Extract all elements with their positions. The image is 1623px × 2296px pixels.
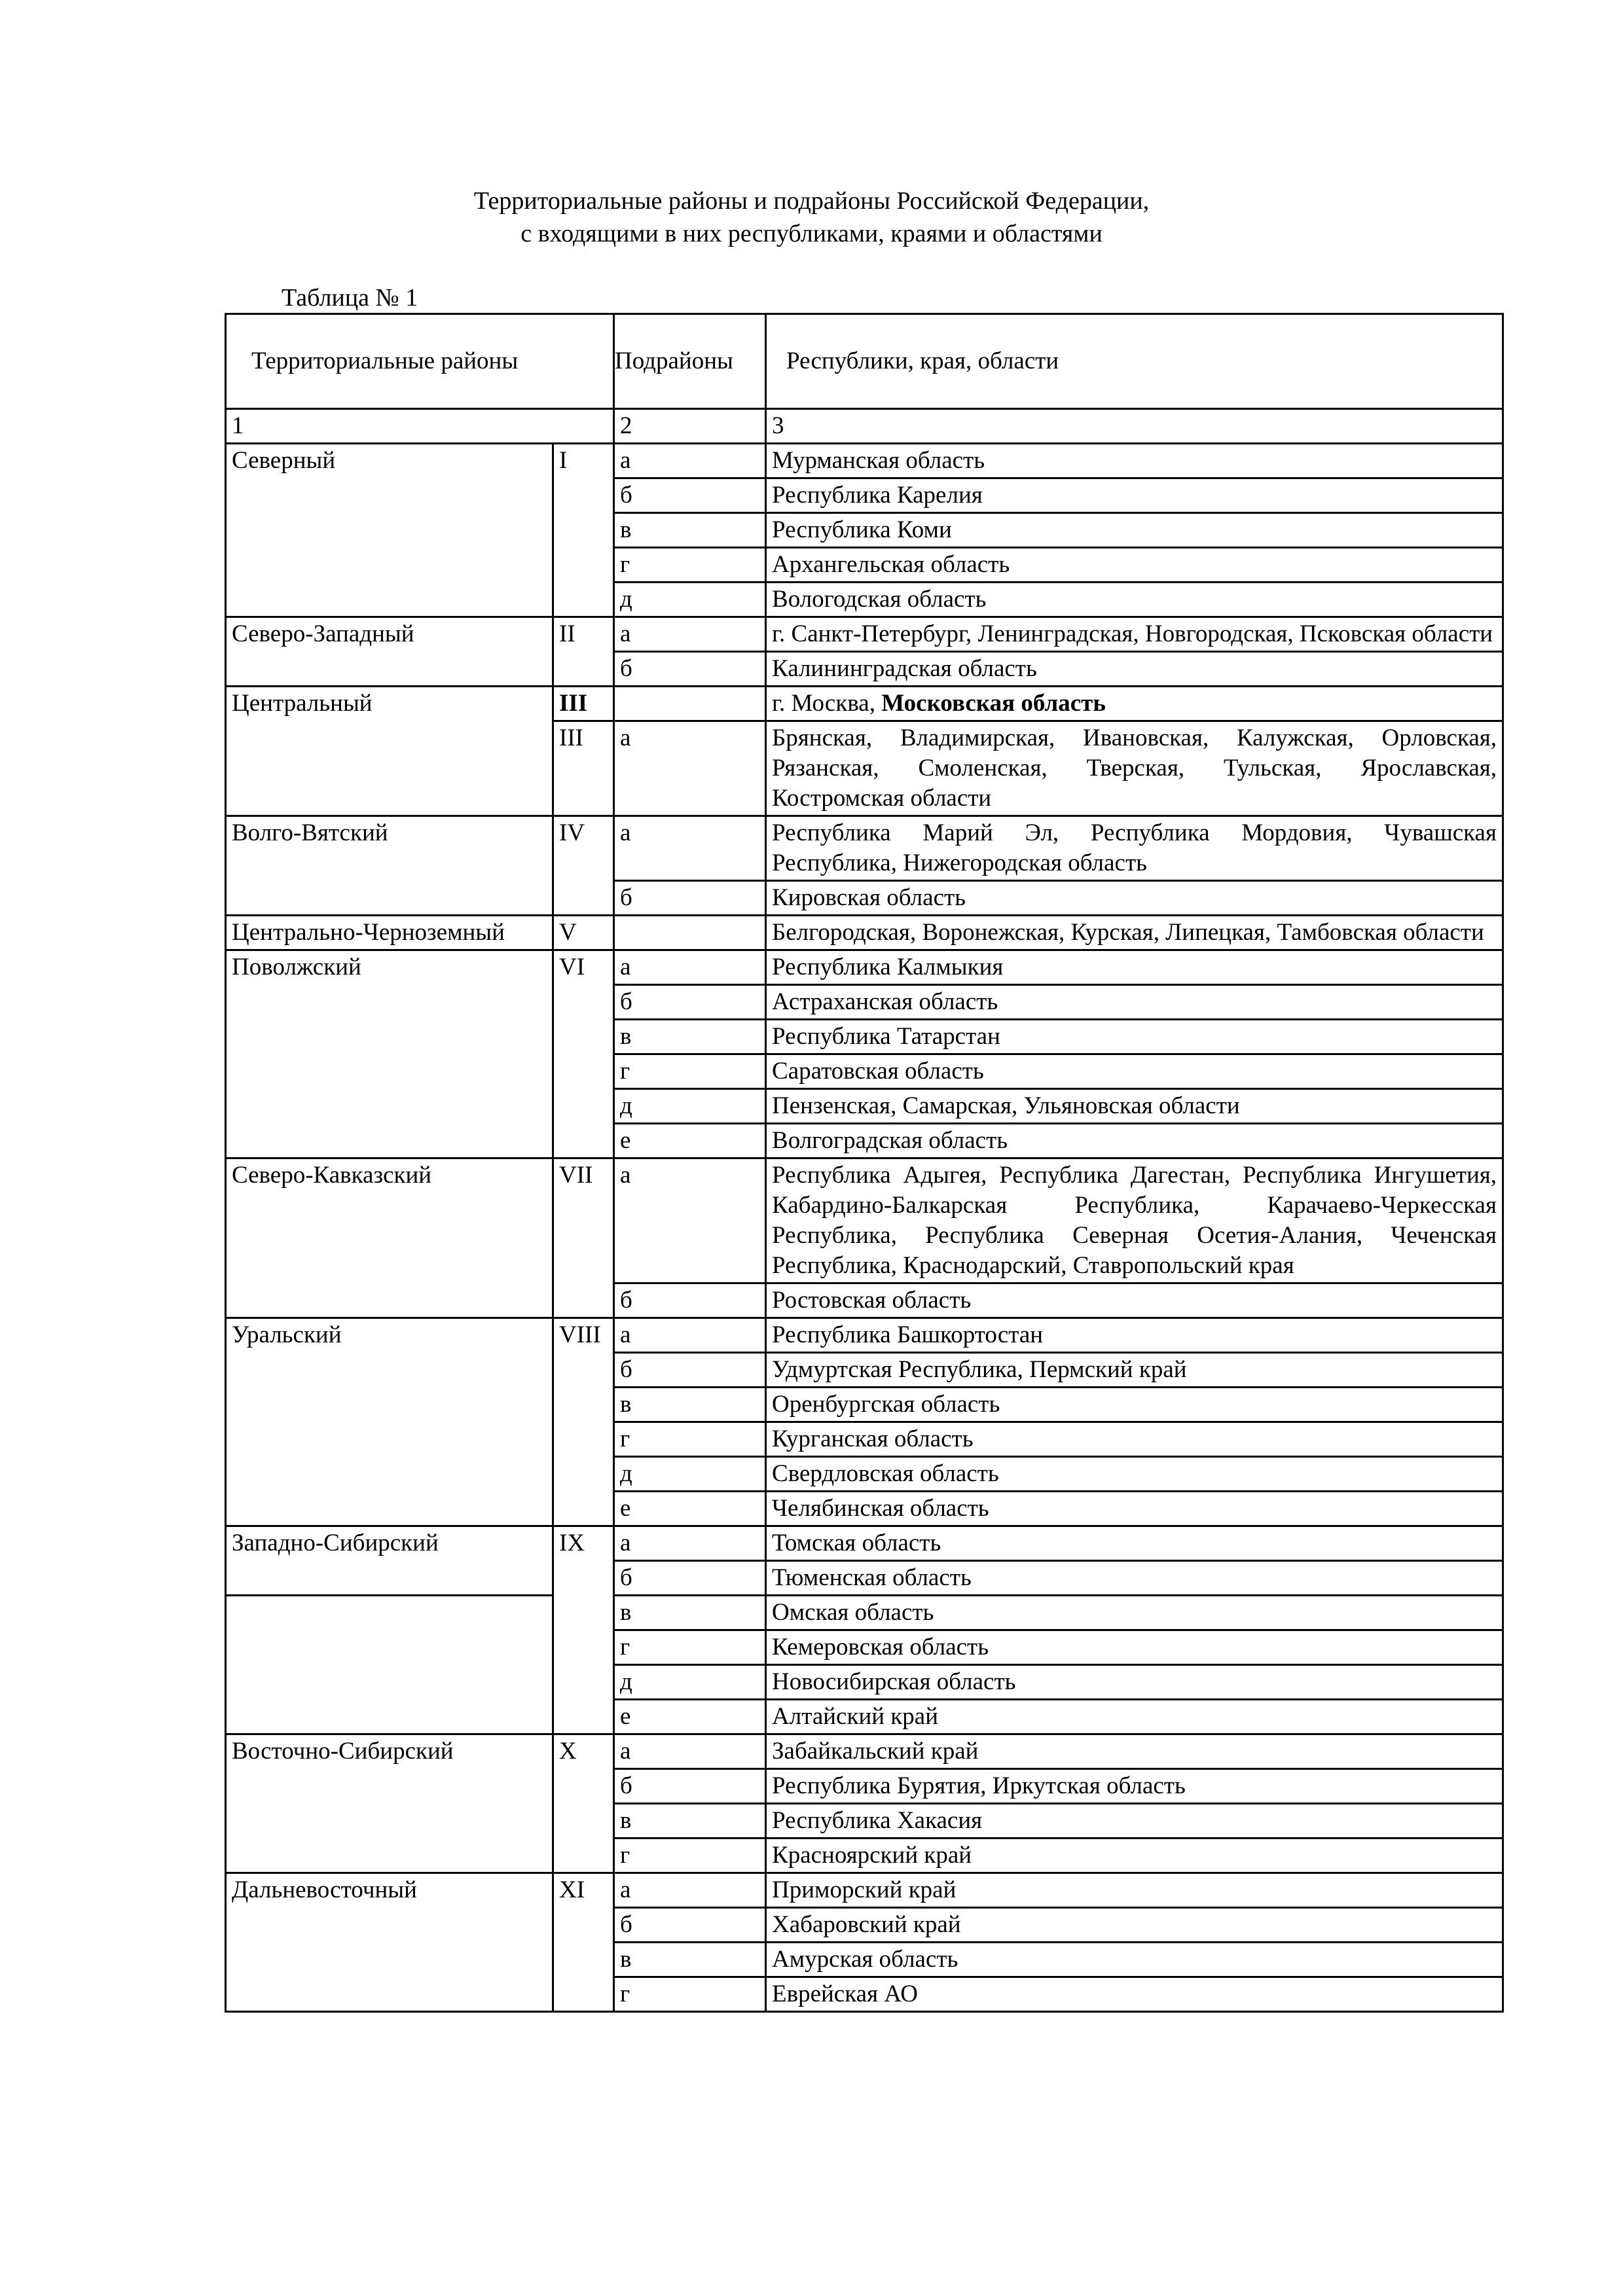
subjects-list: Ростовская область (766, 1283, 1503, 1318)
region-numeral: XI (553, 1873, 614, 2012)
subregion-letter: а (614, 1734, 766, 1769)
region-name: Центральный (226, 687, 553, 816)
table-row (226, 816, 1503, 881)
subregion-letter: а (614, 816, 766, 881)
subregion-letter: д (614, 583, 766, 617)
title-line-1: Территориальные районы и подрайоны Российской Федерации, (473, 187, 1150, 215)
column-number-2: 2 (614, 409, 766, 444)
subregion-letter: г (614, 1630, 766, 1665)
subregion-letter: в (614, 513, 766, 548)
region-numeral: I (553, 444, 614, 617)
subregion-letter: б (614, 1561, 766, 1596)
subregion-letter: б (614, 1769, 766, 1804)
region-numeral: III (553, 687, 614, 721)
subregion-letter: а (614, 1318, 766, 1353)
subregion-letter: б (614, 985, 766, 1020)
header-row (226, 314, 1503, 409)
subjects-list: г. Санкт-Петербург, Ленинградская, Новгородская, Псковская области (766, 617, 1503, 652)
subregion-letter: г (614, 1839, 766, 1873)
subregion-letter: е (614, 1492, 766, 1526)
subjects-list: Хабаровский край (766, 1908, 1503, 1943)
header-territorial-regions: Территориальные районы (226, 314, 614, 409)
column-number-3: 3 (766, 409, 1503, 444)
subregion-letter: в (614, 1943, 766, 1977)
subjects-list: Волгоградская область (766, 1124, 1503, 1158)
subregion-letter: б (614, 478, 766, 513)
region-numeral: VII (553, 1158, 614, 1318)
subjects-list: Кировская область (766, 881, 1503, 916)
table-row (226, 950, 1503, 985)
subregion-letter: б (614, 881, 766, 916)
subregion-letter: б (614, 1283, 766, 1318)
subjects-list: Астраханская область (766, 985, 1503, 1020)
region-numeral: IV (553, 816, 614, 916)
subjects-list: Омская область (766, 1596, 1503, 1630)
subjects-list (766, 687, 1503, 721)
subjects-list: Республика Марий Эл, Республика Мордовия, Чувашская Республика, Нижегородская область (766, 816, 1503, 881)
subjects-list: Курганская область (766, 1422, 1503, 1457)
subjects-list: Республика Татарстан (766, 1020, 1503, 1054)
subregion-letter: а (614, 1873, 766, 1908)
subjects-list: Брянская, Владимирская, Ивановская, Калужская, Орловская, Рязанская, Смоленская, Тверская, Тульская, Ярославская, Костромская области (766, 721, 1503, 816)
subregion-letter: г (614, 548, 766, 583)
region-name-empty (226, 1596, 553, 1734)
table-row (226, 916, 1503, 950)
column-number-1: 1 (226, 409, 614, 444)
subregion-letter: г (614, 1422, 766, 1457)
table-row (226, 687, 1503, 721)
subjects-list: Приморский край (766, 1873, 1503, 1908)
column-number-row (226, 409, 1503, 444)
subregion-letter: а (614, 950, 766, 985)
subjects-list: Оренбургская область (766, 1388, 1503, 1422)
title-line-2: с входящими в них республиками, краями и областями (520, 220, 1103, 247)
subregion-letter: б (614, 1908, 766, 1943)
subjects-prefix: г. Москва, (772, 690, 882, 717)
region-name: Северо-Западный (226, 617, 553, 687)
subregion-letter: а (614, 721, 766, 816)
subregion-letter: а (614, 444, 766, 478)
header-republics: Республики, края, области (766, 314, 1503, 409)
subregion-letter: а (614, 617, 766, 652)
subjects-list: Республика Карелия (766, 478, 1503, 513)
table-row (226, 617, 1503, 652)
region-name: Уральский (226, 1318, 553, 1526)
table-row (226, 1158, 1503, 1283)
subregion-letter: а (614, 1526, 766, 1561)
subjects-bold: Московская область (881, 690, 1106, 717)
subjects-list: Челябинская область (766, 1492, 1503, 1526)
regions-table-body (226, 314, 1503, 2012)
subregion-letter: б (614, 1353, 766, 1388)
subregion-letter: е (614, 1124, 766, 1158)
region-numeral: IX (553, 1526, 614, 1734)
subregion-letter: г (614, 1977, 766, 2012)
table-row (226, 1318, 1503, 1353)
subjects-list: Мурманская область (766, 444, 1503, 478)
region-name: Дальневосточный (226, 1873, 553, 2012)
subregion-letter: г (614, 1054, 766, 1089)
subregion-letter: в (614, 1020, 766, 1054)
region-numeral: VI (553, 950, 614, 1158)
subjects-list: Новосибирская область (766, 1665, 1503, 1700)
region-numeral: III (553, 721, 614, 816)
subregion-letter: в (614, 1388, 766, 1422)
subregion-letter: в (614, 1596, 766, 1630)
region-name: Поволжский (226, 950, 553, 1158)
subjects-list: Кемеровская область (766, 1630, 1503, 1665)
subregion-letter: д (614, 1457, 766, 1492)
subjects-list: Республика Адыгея, Республика Дагестан, Республика Ингушетия, Кабардино-Балкарская Республика, Карачаево-Черкесская Республика, Республика Северная Осетия-Алания, Чеченская Республика, Краснодарский, Ставропольский края (766, 1158, 1503, 1283)
region-numeral: V (553, 916, 614, 950)
table-row (226, 1734, 1503, 1769)
subjects-list: Вологодская область (766, 583, 1503, 617)
subjects-list: Красноярский край (766, 1839, 1503, 1873)
subregion-letter (614, 916, 766, 950)
subjects-list: Республика Хакасия (766, 1804, 1503, 1839)
region-name: Северный (226, 444, 553, 617)
subjects-list: Республика Бурятия, Иркутская область (766, 1769, 1503, 1804)
subjects-list: Удмуртская Республика, Пермский край (766, 1353, 1503, 1388)
subjects-list: Пензенская, Самарская, Ульяновская области (766, 1089, 1503, 1124)
region-name: Северо-Кавказский (226, 1158, 553, 1318)
subjects-list: Томская область (766, 1526, 1503, 1561)
subjects-list: Забайкальский край (766, 1734, 1503, 1769)
subjects-list: Архангельская область (766, 548, 1503, 583)
subjects-list: Еврейская АО (766, 1977, 1503, 2012)
subjects-list: Тюменская область (766, 1561, 1503, 1596)
subregion-letter: в (614, 1804, 766, 1839)
subjects-list: Республика Башкортостан (766, 1318, 1503, 1353)
subjects-list: Калининградская область (766, 652, 1503, 687)
region-name: Центрально-Черноземный (226, 916, 553, 950)
region-name: Западно-Сибирский (226, 1526, 553, 1596)
table-row (226, 1526, 1503, 1561)
subjects-list: Белгородская, Воронежская, Курская, Липецкая, Тамбовская области (766, 916, 1503, 950)
subregion-letter: д (614, 1089, 766, 1124)
table-caption: Таблица № 1 (282, 284, 418, 312)
subjects-list: Алтайский край (766, 1700, 1503, 1734)
subjects-list: Республика Калмыкия (766, 950, 1503, 985)
regions-table (225, 313, 1504, 2013)
table-row (226, 444, 1503, 478)
region-name: Волго-Вятский (226, 816, 553, 916)
subjects-list: Республика Коми (766, 513, 1503, 548)
region-numeral: II (553, 617, 614, 687)
subregion-letter: а (614, 1158, 766, 1283)
subjects-list: Амурская область (766, 1943, 1503, 1977)
header-subregions: Подрайоны (614, 314, 766, 409)
region-numeral: VIII (553, 1318, 614, 1526)
subregion-letter: е (614, 1700, 766, 1734)
table-row (226, 1873, 1503, 1908)
region-name: Восточно-Сибирский (226, 1734, 553, 1873)
subregion-letter (614, 687, 766, 721)
document-title (0, 185, 1623, 250)
subregion-letter: б (614, 652, 766, 687)
subregion-letter: д (614, 1665, 766, 1700)
region-numeral: X (553, 1734, 614, 1873)
table-row (226, 1596, 1503, 1630)
subjects-list: Саратовская область (766, 1054, 1503, 1089)
subjects-list: Свердловская область (766, 1457, 1503, 1492)
